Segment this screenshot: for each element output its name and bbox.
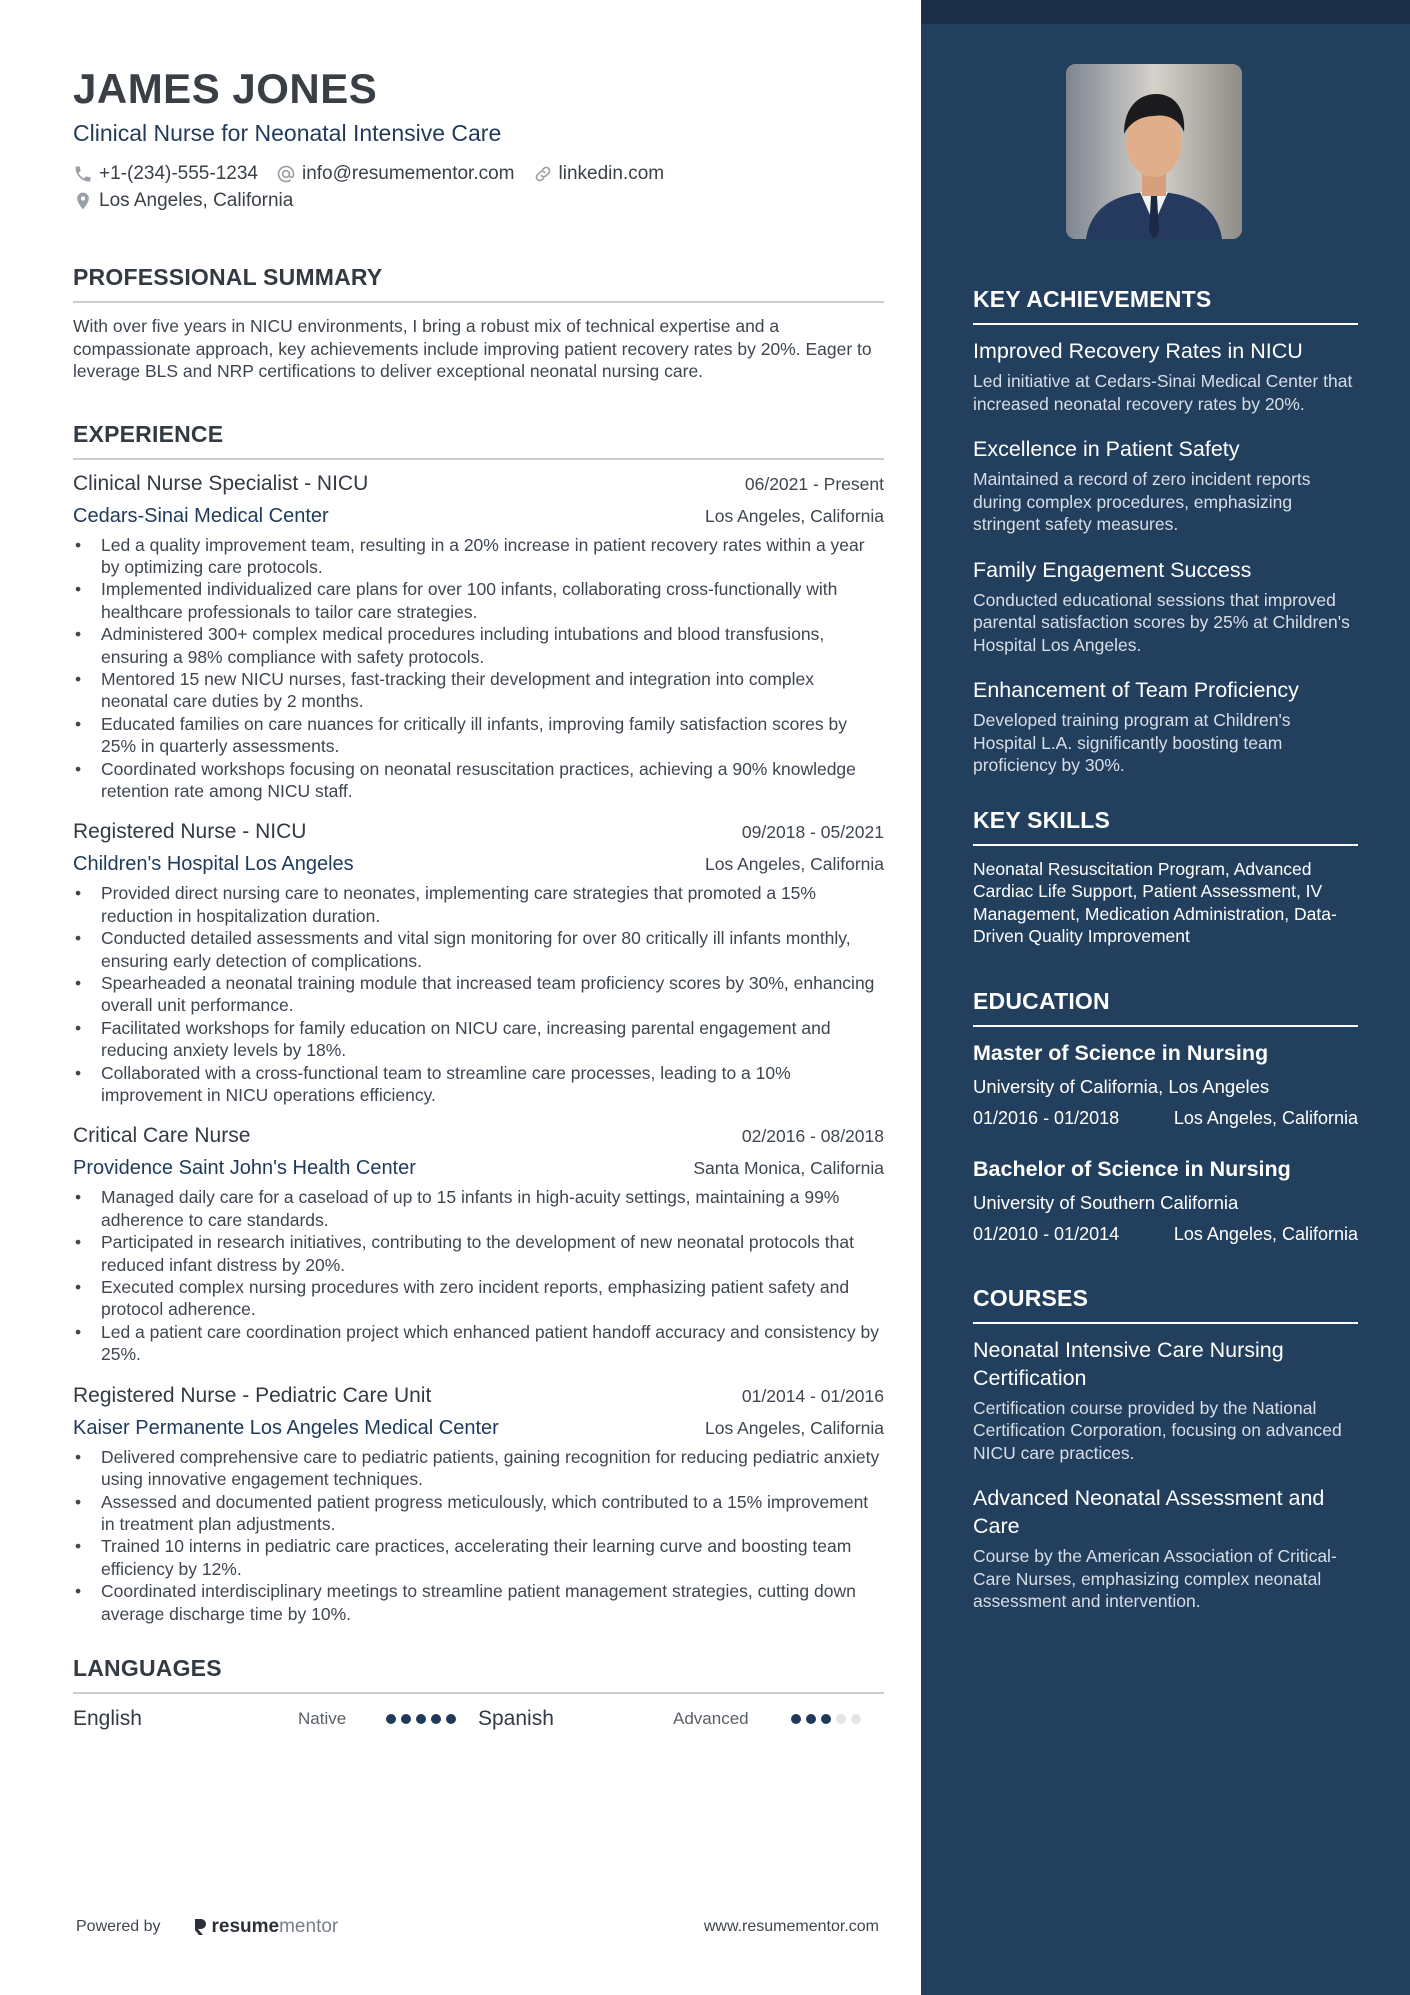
job-bullet: • Administered 300+ complex medical procedures including intubations and blood transfusions, ensuring a 98% compliance with safety protocols. [101,623,884,668]
education-meta [973,1224,1358,1245]
job-location: Los Angeles, California [705,854,884,875]
experience-title: EXPERIENCE [73,421,884,460]
email-contact[interactable] [276,163,515,185]
footer [76,1916,879,1938]
job-location: Los Angeles, California [705,1417,884,1438]
job-bullets [73,534,884,803]
location-pin-icon [73,191,93,211]
courses-title: COURSES [973,1285,1358,1324]
skills-text: Neonatal Resuscitation Program, Advanced Cardiac Life Support, Patient Assessment, IV Management, Medication Administration, Data-Driven Quality Improvement [973,858,1337,946]
achievement-desc: Conducted educational sessions that improved parental satisfaction scores by 25% at Children's Hospital Los Angeles. [973,589,1350,655]
job-bullets [73,1446,884,1625]
languages-title: LANGUAGES [73,1655,884,1694]
courses-section [973,1285,1358,1613]
phone-text: +1-(234)-555-1234 [99,162,258,184]
skills-title: KEY SKILLS [973,807,1358,846]
education-location: Los Angeles, California [1173,1107,1358,1128]
achievements-section [973,286,1358,777]
logo-text-light: mentor [279,1916,339,1937]
job-location: Santa Monica, California [693,1158,884,1179]
job-dates: 02/2016 - 08/2018 [741,1126,884,1147]
linkedin-contact[interactable] [533,163,665,185]
achievement-title: Enhancement of Team Proficiency [973,678,1299,702]
footer-site-link[interactable]: www.resumementor.com [703,1918,879,1935]
rating-dot [821,1714,831,1724]
candidate-name: JAMES JONES [73,65,378,112]
rating-dot [446,1714,456,1724]
phone-contact[interactable] [73,163,258,185]
job-bullet: • Participated in research initiatives, contributing to the development of new neonatal protocols that reduced infant distress by 20%. [101,1231,884,1276]
job-company: Providence Saint John's Health Center [73,1157,416,1180]
rating-dot [386,1714,396,1724]
job-title: Registered Nurse - Pediatric Care Unit [73,1383,432,1407]
rating-dot [431,1714,441,1724]
achievements-list [973,337,1358,777]
profile-photo [1066,64,1242,239]
education-dates: 01/2010 - 01/2014 [973,1223,1120,1244]
course-title: Advanced Neonatal Assessment and Care [973,1486,1325,1538]
logo-text-bold: resume [211,1916,280,1937]
achievement-title: Family Engagement Success [973,557,1252,582]
achievement-item [973,337,1358,415]
language-item [478,1707,884,1731]
job-subheader [73,1157,884,1180]
job-bullet: • Executed complex nursing procedures with zero incident reports, emphasizing patient safety and protocol adherence. [101,1276,884,1321]
job-bullets [73,1186,884,1365]
language-rating [386,1714,456,1724]
education-meta [973,1108,1358,1129]
rating-dot [836,1714,846,1724]
achievement-desc: Developed training program at Children's Hospital L.A. significantly boosting team proficiency by 30%. [973,710,1291,775]
language-level: Advanced [673,1708,749,1728]
job-bullet: • Implemented individualized care plans for over 100 infants, collaborating cross-functionally with healthcare professionals to tailor care strategies. [101,578,884,623]
course-item [973,1336,1358,1465]
job-bullet: • Educated families on care nuances for critically ill infants, improving family satisfaction scores by 25% in quarterly assessments. [101,713,884,758]
languages-row [73,1704,884,1734]
job-dates: 09/2018 - 05/2021 [741,822,884,843]
powered-by [76,1916,338,1938]
job-bullet: • Delivered comprehensive care to pediatric patients, gaining recognition for reducing pediatric anxiety using innovative engagement techniques. [101,1446,884,1491]
job-entry [73,1384,884,1625]
education-degree: Master of Science in Nursing [973,1040,1269,1065]
job-bullet: • Facilitated workshops for family education on NICU care, increasing parental engagement and reducing anxiety levels by 18%. [101,1017,884,1062]
contact-info [73,160,884,214]
job-bullet: • Led a quality improvement team, resulting in a 20% increase in patient recovery rates within a year by optimizing care protocols. [101,534,884,579]
rating-dot [416,1714,426,1724]
resumementor-logo[interactable] [191,1916,339,1938]
job-bullet: • Mentored 15 new NICU nurses, fast-tracking their development and integration into complex neonatal care duties by 2 months. [101,668,884,713]
rating-dot [806,1714,816,1724]
job-header [73,1124,884,1148]
job-entry [73,820,884,1106]
job-header [73,1384,884,1408]
summary-section [73,264,884,383]
job-subheader [73,505,884,528]
rating-dot [851,1714,861,1724]
education-school: University of Southern California [973,1191,1239,1213]
achievement-title: Improved Recovery Rates in NICU [973,339,1303,363]
language-name: Spanish [478,1706,554,1730]
job-dates: 06/2021 - Present [744,473,884,494]
job-location: Los Angeles, California [705,505,884,526]
sidebar-top-bar [921,0,1410,24]
summary-title: PROFESSIONAL SUMMARY [73,264,884,303]
achievement-item [973,676,1358,777]
powered-by-label: Powered by [76,1918,161,1935]
phone-icon [73,164,93,184]
job-title: Critical Care Nurse [73,1124,251,1148]
sidebar [921,0,1410,1995]
linkedin-text: linkedin.com [558,162,665,184]
languages-section [73,1655,884,1734]
job-header [73,472,884,496]
job-bullets [73,882,884,1106]
education-title: EDUCATION [973,988,1358,1027]
location-text: Los Angeles, California [99,189,294,211]
job-company: Kaiser Permanente Los Angeles Medical Center [73,1416,499,1439]
language-level: Native [298,1708,347,1728]
language-item [73,1707,478,1731]
education-item [973,1039,1358,1129]
job-entry [73,472,884,803]
achievement-desc: Maintained a record of zero incident reports during complex procedures, emphasizing stringent safety measures. [973,469,1311,534]
job-bullet: • Collaborated with a cross-functional team to streamline care processes, leading to a 10% improvement in NICU operations efficiency. [101,1062,884,1107]
achievement-desc: Led initiative at Cedars-Sinai Medical Center that increased neonatal recovery rates by 20%. [973,371,1353,414]
job-list [73,472,884,1625]
achievement-title: Excellence in Patient Safety [973,437,1240,461]
job-bullet: • Conducted detailed assessments and vital sign monitoring for over 80 critically ill infants monthly, ensuring early detection of complications. [101,927,884,972]
job-bullet: • Coordinated interdisciplinary meetings to streamline patient management strategies, cutting down average discharge time by 10%. [101,1580,884,1625]
job-dates: 01/2014 - 01/2016 [741,1385,884,1406]
skills-section [973,807,1358,948]
job-bullet: • Coordinated workshops focusing on neonatal resuscitation practices, achieving a 90% knowledge retention rate among NICU staff. [101,758,884,803]
link-icon [533,164,553,184]
courses-list [973,1336,1358,1613]
achievement-item [973,556,1358,657]
achievements-title: KEY ACHIEVEMENTS [973,286,1358,325]
language-rating [791,1714,861,1724]
job-bullet: • Managed daily care for a caseload of up to 15 infants in high-acuity settings, maintaining a 99% adherence to care standards. [101,1186,884,1231]
candidate-role: Clinical Nurse for Neonatal Intensive Care [73,120,502,146]
experience-section [73,421,884,1625]
education-location: Los Angeles, California [1173,1223,1358,1244]
education-dates: 01/2016 - 01/2018 [973,1107,1120,1128]
job-subheader [73,1417,884,1440]
education-school: University of California, Los Angeles [973,1075,1270,1097]
job-subheader [73,853,884,876]
logo-mark-icon [191,1917,209,1937]
education-item [973,1155,1358,1245]
achievement-item [973,435,1358,536]
location-contact [73,190,293,212]
job-bullet: • Led a patient care coordination project which enhanced patient handoff accuracy and consistency by 25%. [101,1321,884,1366]
job-title: Registered Nurse - NICU [73,820,307,844]
job-company: Children's Hospital Los Angeles [73,853,354,876]
job-entry [73,1124,884,1365]
rating-dot [401,1714,411,1724]
education-degree: Bachelor of Science in Nursing [973,1156,1291,1181]
job-header [73,820,884,844]
job-bullet: • Provided direct nursing care to neonates, implementing care strategies that promoted a 15% reduction in hospitalization duration. [101,882,884,927]
education-section [973,988,1358,1245]
language-name: English [73,1706,142,1730]
at-icon [276,164,296,184]
job-bullet: • Spearheaded a neonatal training module that increased team proficiency scores by 30%, enhancing overall unit performance. [101,972,884,1017]
course-desc: Certification course provided by the National Certification Corporation, focusing on advanced NICU care practices. [973,1397,1342,1463]
course-desc: Course by the American Association of Critical-Care Nurses, emphasizing complex neonatal assessment and intervention. [973,1546,1337,1611]
job-bullet: • Trained 10 interns in pediatric care practices, accelerating their learning curve and boosting team efficiency by 12%. [101,1535,884,1580]
education-list [973,1039,1358,1245]
job-title: Clinical Nurse Specialist - NICU [73,471,369,495]
course-item [973,1484,1358,1613]
email-text: info@resumementor.com [301,162,515,184]
summary-text: With over five years in NICU environments, I bring a robust mix of technical expertise and a compassionate approach, key achievements include improving patient recovery rates by 20%. Eager to leverage BLS and NRP certifications to deliver exceptional neonatal nursing care. [73,316,872,381]
job-company: Cedars-Sinai Medical Center [73,504,329,527]
job-bullet: • Assessed and documented patient progress meticulously, which contributed to a 15% improvement in treatment plan adjustments. [101,1491,884,1536]
person-avatar-icon [1066,64,1242,239]
course-title: Neonatal Intensive Care Nursing Certification [973,1337,1284,1390]
rating-dot [791,1714,801,1724]
